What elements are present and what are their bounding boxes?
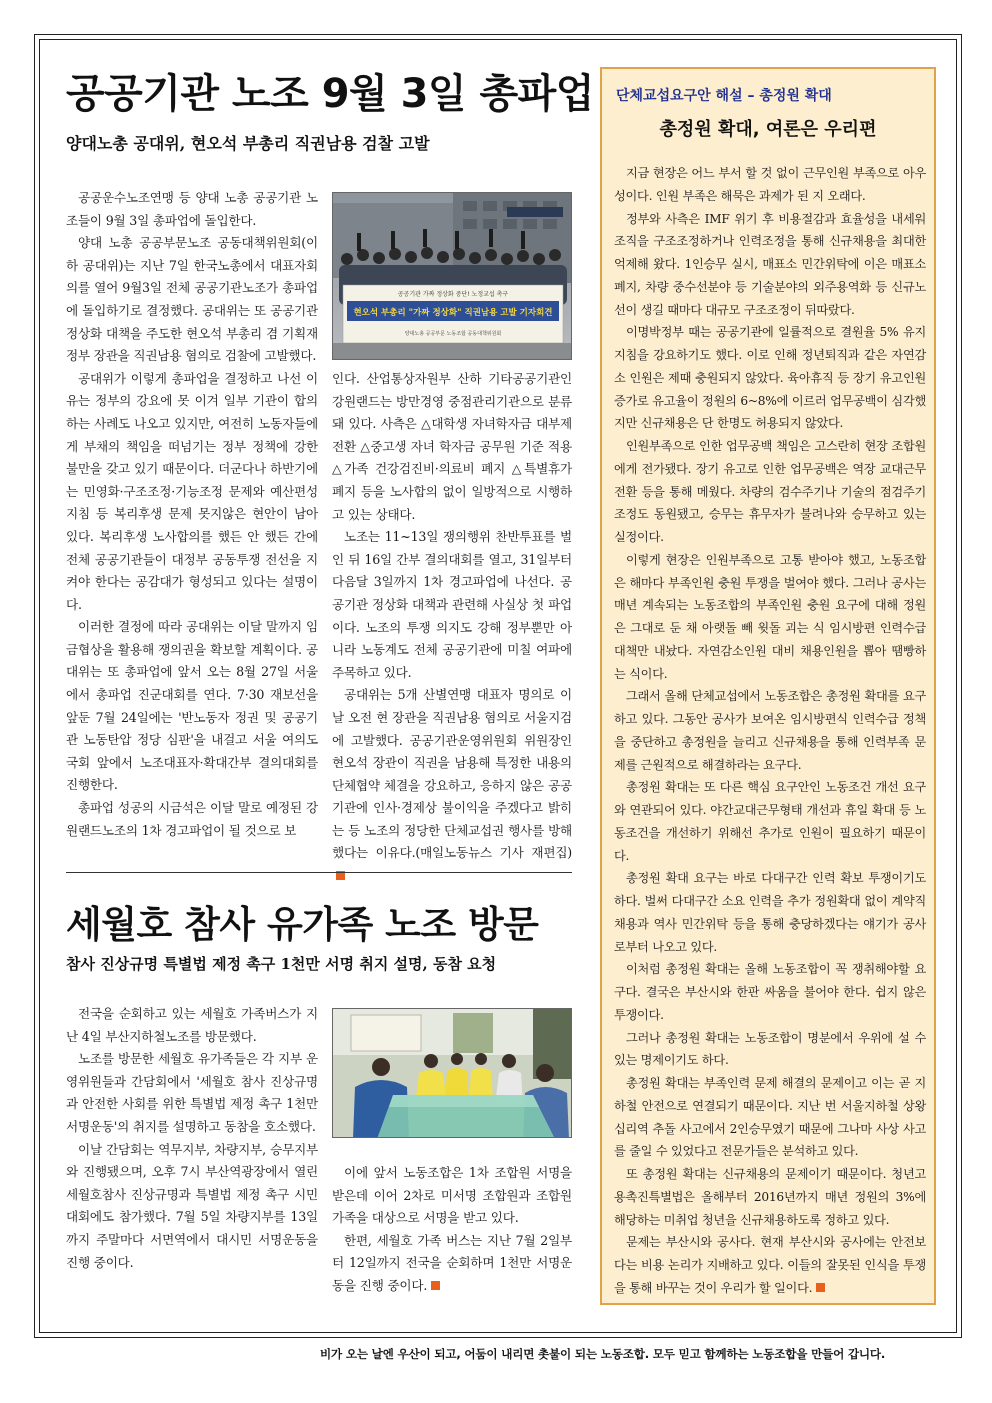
paragraph: 전국을 순회하고 있는 세월호 가족버스가 지난 4일 부산지하철노조를 방문했다.	[66, 1006, 318, 1044]
paragraph: 양대 노총 공공부문노조 공동대책위원회(이하 공대위)는 지난 7일 한국노총에서 대표자회의를 열어 9월3일 전체 공공기관노조가 총파업에 돌입하기로 결정했다. 공대위는 또 공공기관 정상화 대책을 주도한 현오석 부총리 겸 기획재정부 장관을 직권남용 혐의로 검찰에 고발했다.	[66, 235, 318, 364]
meeting-photo-illustration	[333, 1009, 572, 1138]
footer-slogan: 비가 오는 날엔 우산이 되고, 어둠이 내리면 촛불이 되는 노동조합. 모두 믿고 함께하는 노동조합을 만들어 갑니다.	[320, 1347, 886, 1361]
paragraph: 이날 간담회는 역무지부, 차량지부, 승무지부와 진행됐으며, 오후 7시 부산역광장에서 열린 세월호참사 진상규명과 특별법 제정 촉구 시민대회에도 참가했다. 7월 5일 차량지부를 13일까지 주말마다 서면역에서 대시민 서명운동을 진행 중이다.	[66, 1141, 318, 1270]
banner-small-text: 공공기관 가짜 정상화 중단! 노정교섭 촉구	[397, 291, 509, 298]
paragraph: 정부와 사측은 IMF 위기 후 비용절감과 효율성을 내세워 조직을 구조조정하거나 인력조정을 통해 신규채용을 최대한 억제해 왔다. 1인승무 실시, 매표소 민간위탁에 이은 매표소 폐지, 차량 중수선분야 등 기술분야의 외주용역화 등 신규노선이 생길 때마다 대규모 구조조정이 뒤따랐다.	[614, 211, 926, 317]
sidebar-box	[600, 67, 936, 1305]
paragraph: 총정원 확대 요구는 바로 다대구간 인력 확보 투쟁이기도 하다. 벌써 다대구간 소요 인력을 추가 정원확대 없이 계약직 채용과 역사 민간위탁 등을 통해 충당하겠다는 얘기가 공사로부터 나오고 있다.	[614, 871, 926, 954]
article2-headline: 세월호 참사 유가족 노조 방문	[66, 903, 539, 946]
article1-left-column	[66, 187, 318, 842]
article2-subheadline: 참사 진상규명 특별법 제정 촉구 1천만 서명 취지 설명, 동참 요청	[66, 955, 497, 973]
paragraph: 한편, 세월호 가족 버스는 지난 7월 2일부터 12일까지 전국을 순회하며 1천만 서명운동을 진행 중이다.	[332, 1232, 572, 1293]
article2-photo-meeting	[332, 1008, 572, 1138]
paragraph: 그래서 올해 단체교섭에서 노동조합은 총정원 확대를 요구하고 있다. 그동안 공사가 보여온 임시방편식 인력수급 정책을 중단하고 총정원을 늘리고 신규채용을 통해 인력부족 문제를 근원적으로 해결하라는 요구다.	[614, 689, 926, 772]
paragraph: 문제는 부산시와 공사다. 현재 부산시와 공사에는 안전보다는 비용 논리가 지배하고 있다. 이들의 잘못된 인식을 투쟁을 통해 바꾸는 것이 우리가 할 일이다.	[614, 1235, 926, 1295]
sidebar-body	[614, 162, 926, 1300]
rally-photo-illustration	[333, 193, 572, 360]
paragraph: 노조를 방문한 세월호 유가족들은 각 지부 운영위원들과 간담회에서 '세월호 참사 진상규명과 안전한 사회를 위한 특별법 제정 촉구 1천만 서명운동'의 취지를 설명하고 동참을 호소했다.	[66, 1051, 318, 1134]
paragraph: 또 총정원 확대는 신규채용의 문제이기 때문이다. 청년고용촉진특별법은 올해부터 2016년까지 매년 정원의 3%에 해당하는 미취업 청년을 신규채용하도록 정하고 있다.	[614, 1167, 926, 1227]
section-divider	[66, 872, 572, 873]
paragraph: 이처럼 총정원 확대는 올해 노동조합이 꼭 쟁취해야할 요구다. 결국은 부산시와 한판 싸움을 불어야 한다. 쉽지 않은 투쟁이다.	[614, 962, 926, 1022]
paragraph: 지금 현장은 어느 부서 할 것 없이 근무인원 부족으로 아우성이다. 인원 부족은 해묵은 과제가 된 지 오래다.	[614, 166, 926, 203]
paragraph: 총정원 확대는 또 다른 핵심 요구안인 노동조건 개선 요구와 연관되어 있다. 야간교대근무형태 개선과 휴일 확대 등 노동조건을 개선하기 위해선 추가로 인원이 필요하기 때문이다.	[614, 780, 926, 863]
article2-left-column	[66, 1003, 318, 1274]
paragraph: 공대위가 이렇게 총파업을 결정하고 나선 이유는 정부의 강요에 못 이겨 일부 기관이 합의하는 사례도 나오고 있지만, 여전히 노동자들에게 부채의 책임을 떠넘기는 정부 정책에 강한 불만을 갖고 있기 때문이다. 더군다나 하반기에는 민영화·구조조정·기능조정 문제와 예산편성지침 등 복리후생 문제 못지않은 현안이 남아 있다. 복리후생 노사합의를 했든 안 했든 간에 전체 공공기관들이 대정부 공동투쟁 전선을 지켜야 한다는 공감대가 형성되고 있다는 설명이다.	[66, 370, 318, 612]
paragraph: 총정원 확대는 부족인력 문제 해결의 문제이고 이는 곧 지하철 안전으로 연결되기 때문이다. 지난 번 서울지하철 상왕십리역 추돌 사고에서 2인승무였기 때문에 그나마 사상 사고를 줄일 수 있었다고 전문가들은 분석하고 있다.	[614, 1076, 926, 1159]
paragraph: 이에 앞서 노동조합은 1차 조합원 서명을 받은데 이어 2차로 미서명 조합원과 조합원 가족을 대상으로 서명을 받고 있다.	[332, 1165, 572, 1226]
article1-photo-rally	[332, 192, 572, 360]
paragraph-with-end-mark	[332, 1230, 572, 1298]
paragraph-with-end-mark	[614, 1231, 926, 1299]
paragraph: 인원부족으로 인한 업무공백 책임은 고스란히 현장 조합원에게 전가됐다. 장기 유고로 인한 업무공백은 역장 교대근무 전환 등을 통해 메웠다. 차량의 검수주기나 기술의 점검주기 조정도 동원됐고, 승무는 휴무자가 불려나와 승무하고 있는 실정이다.	[614, 439, 926, 544]
banner-main-text: 현오석 부총리 "가짜 정상화" 직권남용 고발 기자회견	[353, 308, 553, 318]
sidebar-title: 총정원 확대, 여론은 우리편	[659, 119, 877, 140]
paragraph: 이렇게 현장은 인원부족으로 고통 받아야 했고, 노동조합은 해마다 부족인원 충원 투쟁을 벌여야 했다. 그러나 공사는 매년 계속되는 노동조합의 부족인원 충원 요구에 대해 정원은 그대로 둔 채 아랫돌 빼 윗돌 괴는 식 임시방편 인력수급 대책만 내놨다. 자연감소인원 대비 채용인원을 뽑아 땜빵하는 식이다.	[614, 552, 926, 681]
paragraph: 인다. 산업통상자원부 산하 기타공공기관인 강원랜드는 방만경영 중점관리기관으로 분류돼 있다. 사측은 △대학생 자녀학자금 대부제 전환 △중고생 자녀 학자금 공무원 기준 적용 △가족 건강검진비·의료비 폐지 △특별휴가 폐지 등을 노사합의 없이 일방적으로 시행하고 있는 상태다.	[332, 371, 572, 522]
article2-right-column-bottom	[332, 1162, 572, 1298]
article1-headline: 공공기관 노조 9월 3일 총파업	[66, 71, 594, 117]
paragraph: 노조는 11~13일 쟁의행위 찬반투표를 벌인 뒤 16일 간부 결의대회를 열고, 31일부터 다음달 3일까지 1차 경고파업에 나선다. 공공기관 정상화 대책과 관련해 사실상 첫 파업이다. 노조의 투쟁 의지도 강해 정부뿐만 아니라 노동계도 전체 공공기관에 미칠 여파에 주목하고 있다.	[332, 529, 572, 680]
article1-subheadline: 양대노총 공대위, 현오석 부총리 직권남용 검찰 고발	[66, 134, 430, 153]
end-mark-icon	[816, 1283, 825, 1292]
article1-right-column-bottom	[332, 368, 572, 888]
banner-foot-text: 양대노총 공공부문 노동조합 공동대책위원회	[404, 331, 502, 337]
paragraph: 공공운수노조연맹 등 양대 노총 공공기관 노조들이 9월 3일 총파업에 돌입한다.	[66, 190, 318, 228]
paragraph: 이명박정부 때는 공공기관에 일률적으로 결원율 5% 유지 지침을 강요하기도 했다. 이로 인해 정년퇴직과 같은 자연감소 인원은 제때 충원되지 않았다. 육아휴직 등 장기 유고인원 증가로 유고율이 정원의 6~8%에 이르러 업무공백이 심각했지만 신규채용은 단 한명도 허용되지 않았다.	[614, 325, 926, 431]
end-mark-icon	[431, 1281, 440, 1290]
paragraph: 그러나 총정원 확대는 노동조합이 명분에서 우위에 설 수 있는 명제이기도 하다.	[614, 1030, 926, 1068]
paragraph: 공대위는 5개 산별연맹 대표자 명의로 이날 오전 현 장관을 직권남용 혐의로 서울지검에 고발했다. 공공기관운영위원회 위원장인 현오석 장관이 직권을 남용해 특정한 내용의 단체협약 체결을 강요하고, 응하지 않은 공공기관에 인사·경제상 불이익을 주겠다고 밝히는 등 노조의 정당한 단체교섭권 행사를 방해했다는 이유다.(매일노동뉴스 기사 재편집)	[332, 687, 572, 861]
paragraph: 총파업 성공의 시금석은 이달 말로 예정된 강원랜드노조의 1차 경고파업이 될 것으로 보	[66, 800, 318, 838]
paragraph-with-end-mark	[332, 684, 572, 887]
sidebar-label: 단체교섭요구안 해설 – 총정원 확대	[616, 88, 832, 104]
paragraph: 이러한 결정에 따라 공대위는 이달 말까지 임금협상을 활용해 쟁의권을 확보할 계획이다. 공대위는 또 총파업에 앞서 오는 8월 27일 서울에서 총파업 진군대회를 연다. 7·30 재보선을 앞둔 7월 24일에는 '반노동자 정권 및 공공기관 노동탄압 정당 심판'을 내걸고 서울 여의도 국회 앞에서 노조대표자·확대간부 결의대회를 진행한다.	[66, 619, 318, 793]
